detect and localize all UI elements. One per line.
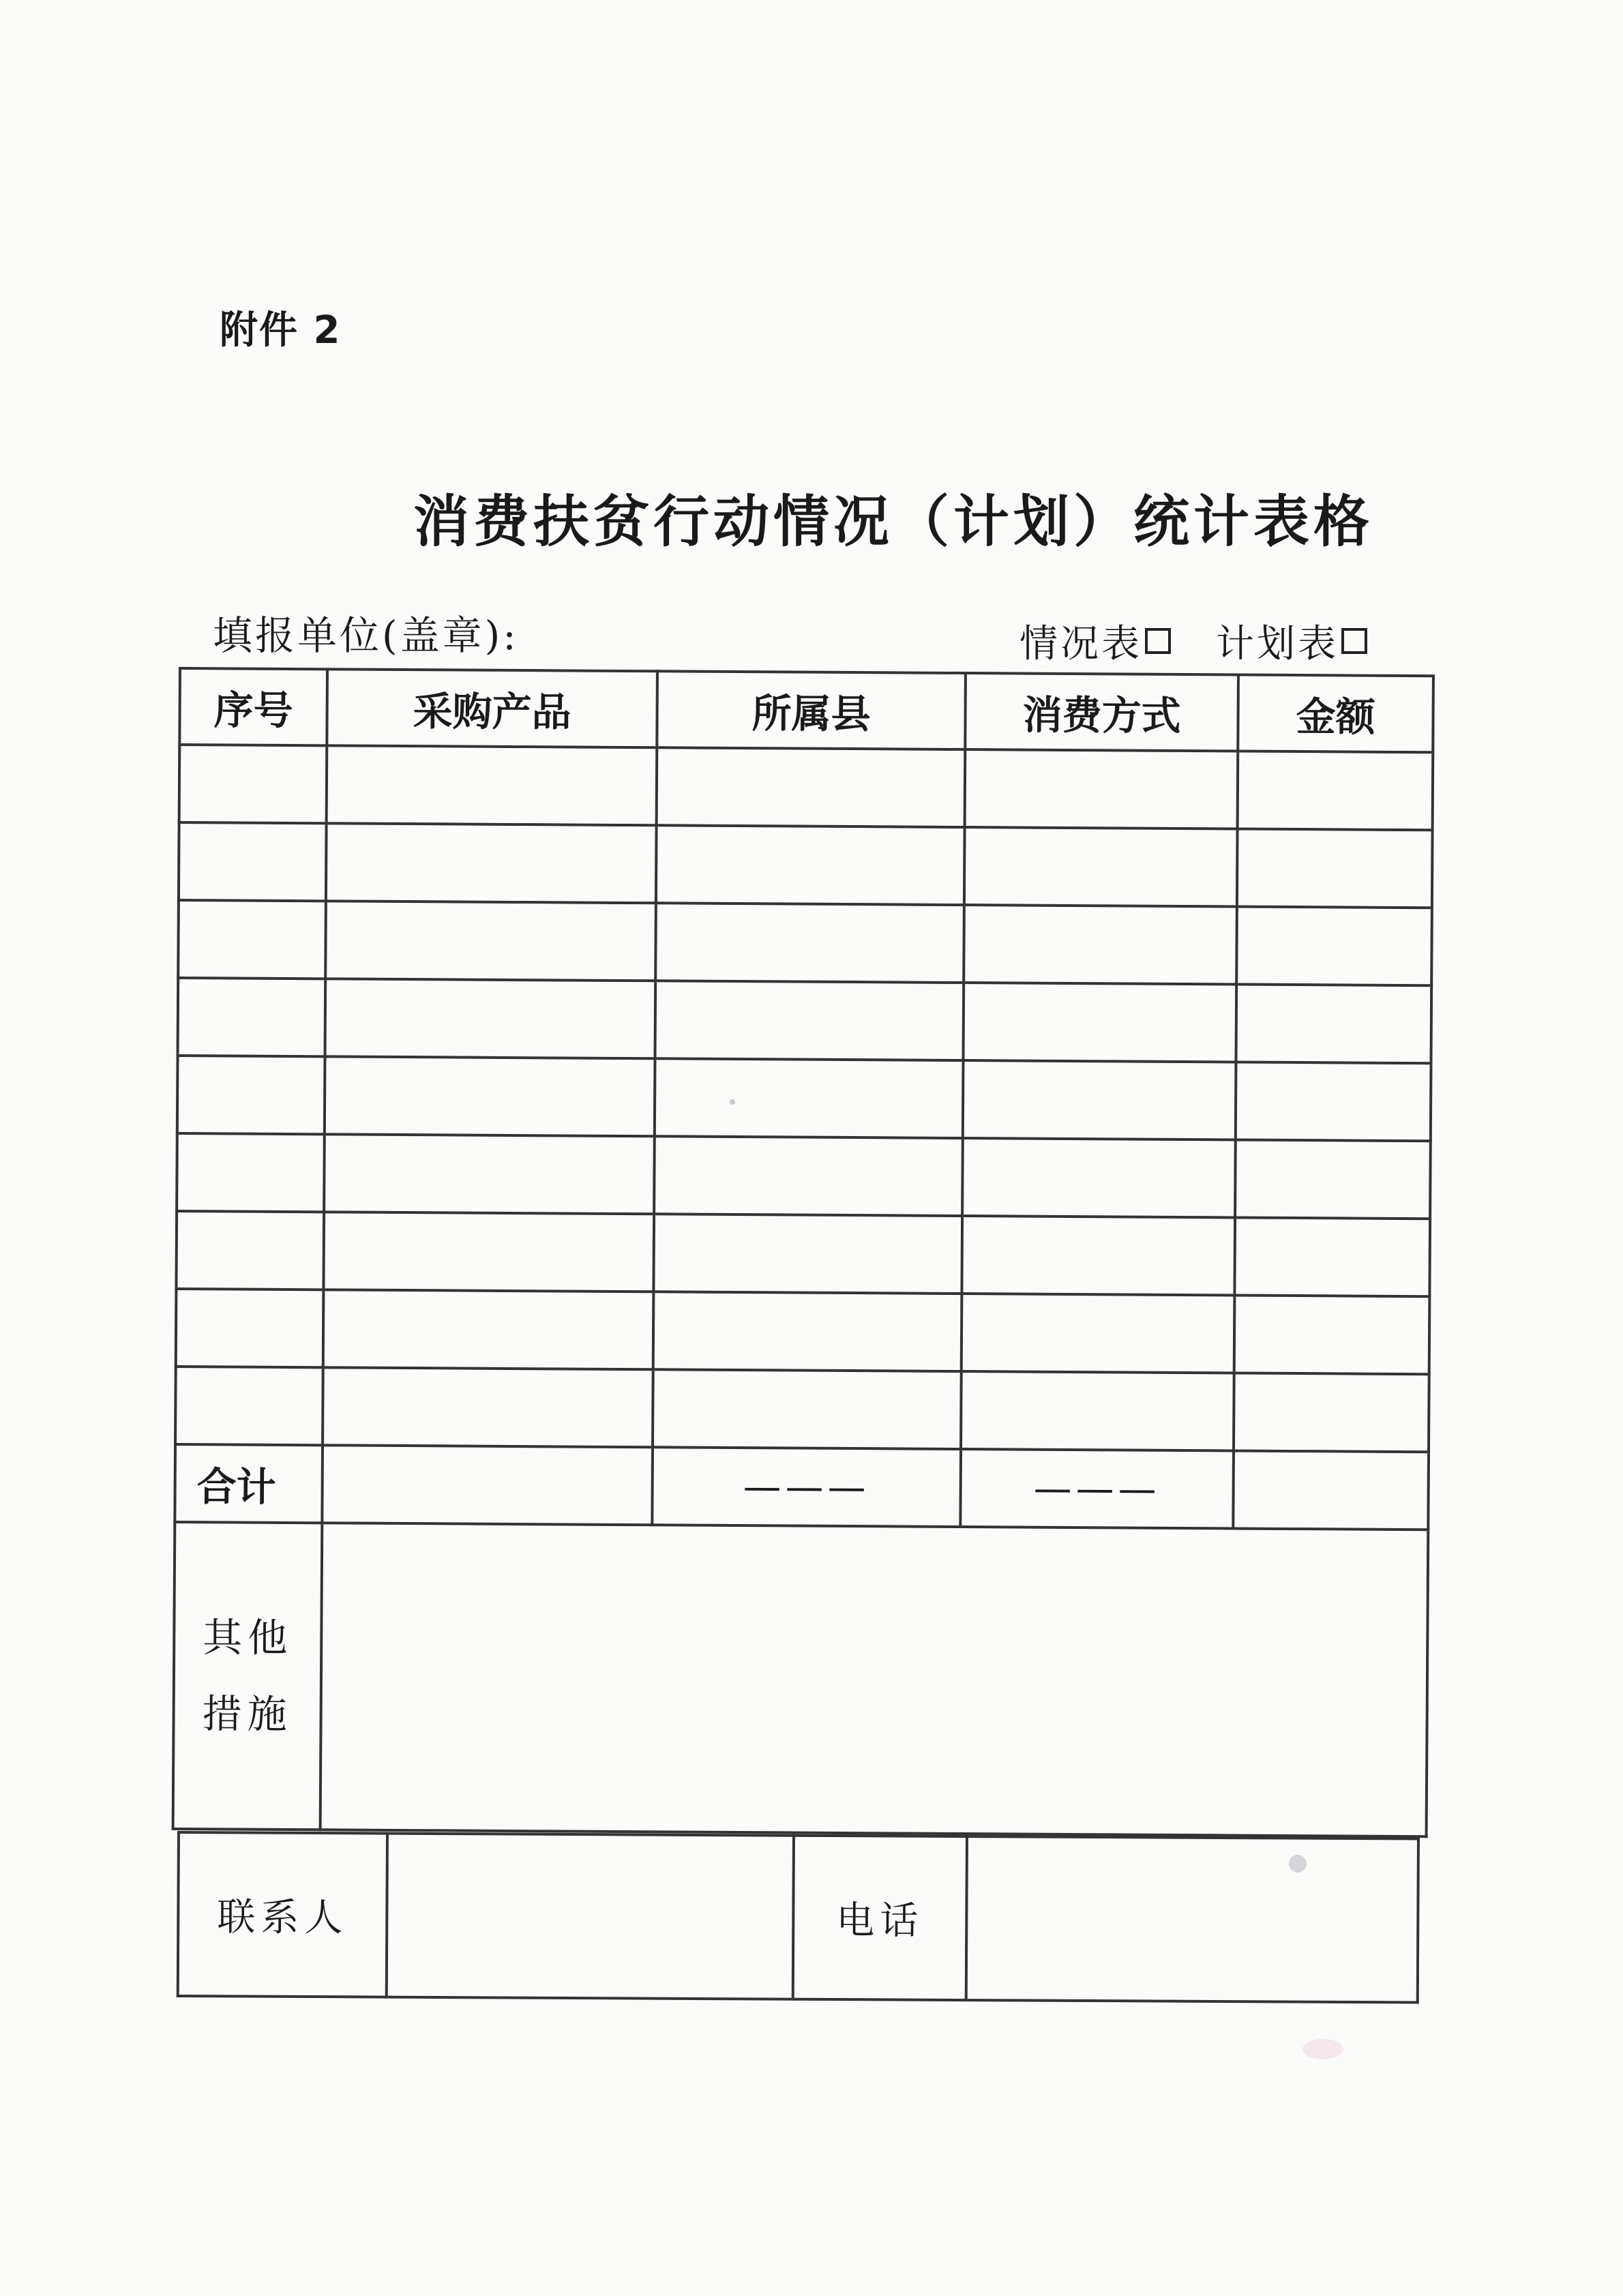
- other-measures-field[interactable]: [321, 1523, 1429, 1836]
- other-measures-label: [173, 1522, 323, 1830]
- table-row: [176, 1211, 1430, 1296]
- table-row: [179, 745, 1433, 830]
- row-method-cell[interactable]: [962, 1216, 1235, 1295]
- row-product-cell[interactable]: [326, 823, 657, 903]
- table-row: [176, 1289, 1430, 1374]
- type-option-plan-label: 计划表: [1216, 622, 1339, 666]
- row-amount-cell[interactable]: [1236, 1062, 1431, 1141]
- row-method-cell[interactable]: [965, 749, 1238, 829]
- row-method-cell[interactable]: [962, 1138, 1236, 1217]
- total-amount-cell[interactable]: [1233, 1450, 1429, 1530]
- other-measures-label-line2: 措施: [202, 1690, 293, 1738]
- document-title: 消费扶贫行动情况（计划）统计表格: [413, 489, 1373, 554]
- plan-table-checkbox[interactable]: [1341, 628, 1367, 654]
- table-row: [177, 1133, 1431, 1219]
- table-row: [175, 1367, 1429, 1452]
- phone-field[interactable]: [966, 1836, 1418, 2002]
- other-measures-row: [173, 1522, 1429, 1836]
- row-serial-cell[interactable]: [178, 978, 326, 1056]
- row-amount-cell[interactable]: [1238, 751, 1433, 830]
- total-product-cell[interactable]: [322, 1445, 653, 1525]
- phone-label: 电话: [793, 1836, 967, 2000]
- row-amount-cell[interactable]: [1234, 1295, 1430, 1374]
- row-county-cell[interactable]: [657, 747, 966, 827]
- row-product-cell[interactable]: [324, 1134, 655, 1214]
- row-county-cell[interactable]: [655, 903, 964, 983]
- header-purchased-product: 采购产品: [327, 669, 657, 747]
- row-product-cell[interactable]: [325, 979, 656, 1058]
- row-serial-cell[interactable]: [179, 822, 327, 901]
- row-amount-cell[interactable]: [1234, 1217, 1430, 1296]
- type-option-status-label: 情况表: [1019, 622, 1142, 666]
- header-serial-number: 序号: [179, 668, 327, 745]
- row-county-cell[interactable]: [655, 1058, 964, 1138]
- row-product-cell[interactable]: [325, 901, 656, 981]
- type-option-status[interactable]: [1019, 614, 1171, 668]
- contact-table: [177, 1831, 1420, 2004]
- row-method-cell[interactable]: [963, 983, 1236, 1062]
- fill-unit-label: 填报单位(盖章):: [213, 612, 519, 659]
- row-product-cell[interactable]: [323, 1289, 654, 1369]
- row-product-cell[interactable]: [325, 1056, 655, 1136]
- row-method-cell[interactable]: [961, 1371, 1234, 1450]
- row-county-cell[interactable]: [655, 981, 964, 1060]
- row-method-cell[interactable]: [963, 1060, 1236, 1139]
- table-row: [177, 1056, 1431, 1141]
- scan-speck: [1289, 1855, 1307, 1873]
- row-serial-cell[interactable]: [177, 1133, 325, 1212]
- total-county-cell: ———: [652, 1447, 961, 1527]
- contact-person-label: 联系人: [178, 1832, 387, 1997]
- statistics-table: [172, 667, 1435, 1838]
- row-amount-cell[interactable]: [1234, 1373, 1429, 1452]
- row-serial-cell[interactable]: [177, 1056, 325, 1134]
- row-serial-cell[interactable]: [176, 1211, 324, 1289]
- total-label: 合计: [175, 1444, 323, 1523]
- type-option-plan[interactable]: [1216, 614, 1367, 668]
- row-product-cell[interactable]: [323, 1212, 654, 1292]
- table-row: [179, 822, 1433, 908]
- row-serial-cell[interactable]: [178, 900, 326, 979]
- row-serial-cell[interactable]: [179, 745, 327, 823]
- table-row: [178, 900, 1432, 985]
- row-method-cell[interactable]: [962, 1294, 1235, 1373]
- row-amount-cell[interactable]: [1237, 829, 1433, 908]
- row-amount-cell[interactable]: [1235, 1139, 1431, 1219]
- row-product-cell[interactable]: [323, 1367, 653, 1447]
- attachment-label: 附件 2: [220, 308, 342, 353]
- row-method-cell[interactable]: [964, 827, 1238, 906]
- row-county-cell[interactable]: [656, 825, 965, 905]
- row-method-cell[interactable]: [964, 905, 1237, 984]
- row-serial-cell[interactable]: [176, 1289, 324, 1367]
- table-row: [178, 978, 1432, 1063]
- contact-row: [178, 1832, 1418, 2003]
- scan-speck: [730, 1099, 735, 1105]
- status-table-checkbox[interactable]: [1145, 628, 1171, 654]
- scan-smudge: [1302, 2039, 1343, 2059]
- total-method-cell: ———: [960, 1449, 1234, 1528]
- contact-person-field[interactable]: [387, 1834, 794, 1999]
- header-county: 所属县: [657, 671, 966, 749]
- header-amount: 金额: [1238, 674, 1433, 752]
- other-measures-label-line1: 其他: [203, 1614, 293, 1662]
- row-serial-cell[interactable]: [175, 1367, 323, 1445]
- row-amount-cell[interactable]: [1236, 984, 1431, 1063]
- total-row: [175, 1444, 1429, 1530]
- row-amount-cell[interactable]: [1236, 906, 1432, 985]
- row-product-cell[interactable]: [327, 745, 657, 825]
- form-type-selector: [1019, 614, 1367, 668]
- row-county-cell[interactable]: [653, 1369, 962, 1449]
- header-consumption-method: 消费方式: [965, 673, 1238, 751]
- row-county-cell[interactable]: [653, 1214, 962, 1294]
- row-county-cell[interactable]: [653, 1292, 962, 1371]
- row-county-cell[interactable]: [654, 1136, 963, 1216]
- table-body: [173, 745, 1433, 1836]
- table-header-row: [179, 668, 1433, 752]
